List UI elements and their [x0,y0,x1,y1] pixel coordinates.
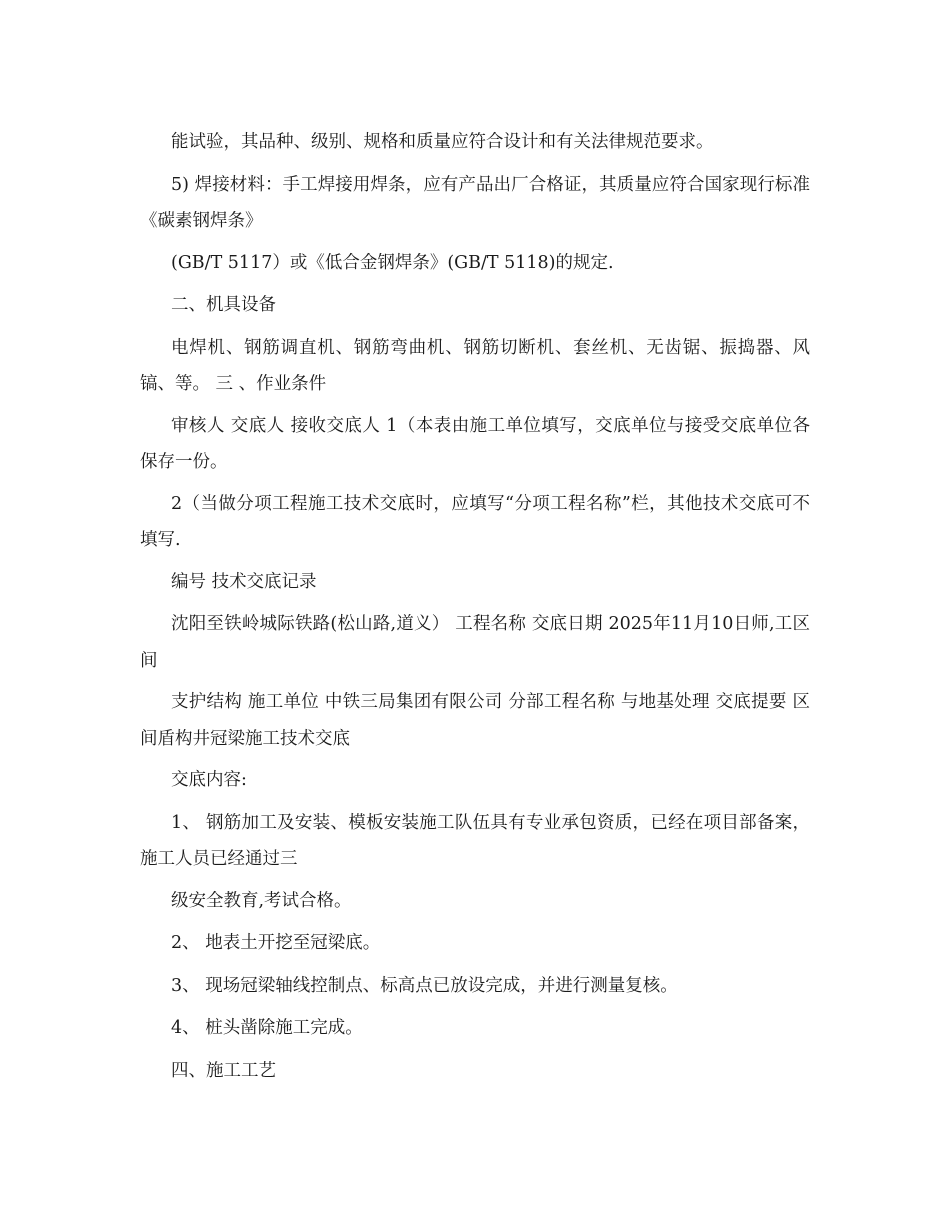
list-item-1-continued: 级安全教育,考试合格。 [171,890,352,911]
section-heading-equipment: 二、机具设备 [171,295,276,315]
list-item-2: 2、 地表土开挖至冠梁底。 [171,933,381,953]
section-heading-process: 四、施工工艺 [171,1060,276,1081]
list-item-1: 1、 钢筋加工及安装、模板安装施工队伍具有专业承包资质，已经在项目部备案，施工人员已经通过三 [140,812,810,869]
paragraph-reviewer-note: 审核人 交底人 接收交底人 1（本表由施工单位填写，交底单位与接受交底单位各保存一份。 [140,415,810,472]
list-item-4: 4、 桩头凿除施工完成。 [171,1018,363,1038]
paragraph-welding-material: 5) 焊接材料：手工焊接用焊条，应有产品出厂合格证，其质量应符合国家现行标准《碳素钢焊条》 [140,174,810,231]
paragraph-construction-unit: 支护结构 施工单位 中铁三局集团有限公司 分部工程名称 与地基处理 交底提要 区间盾构井冠梁施工技术交底 [140,692,810,749]
paragraph-content-heading: 交底内容: [171,770,247,790]
paragraph-subproject-note: 2（当做分项工程施工技术交底时，应填写“分项工程名称”栏，其他技术交底可不填写. [140,493,810,550]
paragraph-material-test: 能试验，其品种、级别、规格和质量应符合设计和有关法律规范要求。 [171,132,714,152]
paragraph-welding-standard: (GB/T 5117）或《低合金钢焊条》(GB/T 5118)的规定. [171,252,614,273]
paragraph-equipment-list: 电焊机、钢筋调直机、钢筋弯曲机、钢筋切断机、套丝机、无齿锯、振捣器、风镐、等。 三 、作业条件 [140,337,810,394]
record-title: 编号 技术交底记录 [171,571,317,592]
list-item-3: 3、 现场冠梁轴线控制点、标高点已放设完成，并进行测量复核。 [171,975,678,996]
document-body [140,124,810,1095]
paragraph-project-info: 沈阳至铁岭城际铁路(松山路,道义） 工程名称 交底日期 2025年11月10日师,工区间 [140,614,810,671]
